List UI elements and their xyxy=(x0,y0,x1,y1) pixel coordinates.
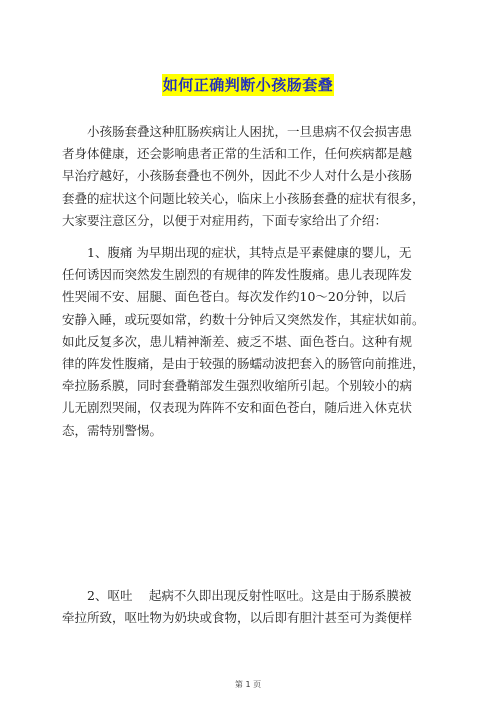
text-line: 如此反复多次，患儿精神渐差、疲乏不堪、面色苍白。这种有规 xyxy=(62,333,413,349)
text-line: 小孩肠套叠这种肛肠疾病让人困扰，一旦患病不仅会损害患 xyxy=(62,124,413,139)
paragraph-abdominal-pain xyxy=(62,242,436,442)
text-line: 性哭闹不安、屈腿、面色苍白。每次发作约10～20分钟，以后 xyxy=(62,289,407,305)
text-line: 儿无剧烈哭闹，仅表现为阵阵不安和面色苍白，随后进入休克状 xyxy=(62,400,413,416)
text-line: 者身体健康，还会影响患者正常的生活和工作，任何疾病都是越 xyxy=(62,146,413,162)
title-container xyxy=(0,74,496,96)
text-line: 大家要注意区分，以便于对症用药，下面专家给出了介绍： xyxy=(62,212,388,228)
text-line: 套叠的症状这个问题比较关心，临床上小孩肠套叠的症状有很多， xyxy=(62,190,425,206)
text-line: 态，需特别警惕。 xyxy=(62,422,163,438)
text-line: 律的阵发性腹痛，是由于较强的肠蠕动波把套入的肠管向前推进， xyxy=(62,356,425,372)
text-line: 安静入睡，或玩耍如常，约数十分钟后又突然发作，其症状如前。 xyxy=(62,311,425,327)
paragraph-intro xyxy=(62,121,436,232)
document-title: 如何正确判断小孩肠套叠 xyxy=(162,76,334,94)
text-line: 牵拉所致，呕吐物为奶块或食物，以后即有胆汁甚至可为粪便样 xyxy=(62,610,413,626)
text-line: 早治疗越好，小孩肠套叠也不例外，因此不少人对什么是小孩肠 xyxy=(62,168,413,184)
page-number-footer: 第 1 页 xyxy=(234,680,262,689)
text-line: 牵拉肠系膜，同时套叠鞘部发生强烈收缩所引起。个别较小的病 xyxy=(62,378,413,394)
text-line: 2、呕吐 起病不久即出现反射性呕吐。这是由于肠系膜被 xyxy=(62,588,412,603)
text-line: 1、腹痛 为早期出现的症状，其特点是平素健康的婴儿，无 xyxy=(62,245,412,260)
paragraph-vomiting xyxy=(62,585,436,629)
text-line: 任何诱因而突然发生剧烈的有规律的阵发性腹痛。患儿表现阵发 xyxy=(62,267,413,283)
